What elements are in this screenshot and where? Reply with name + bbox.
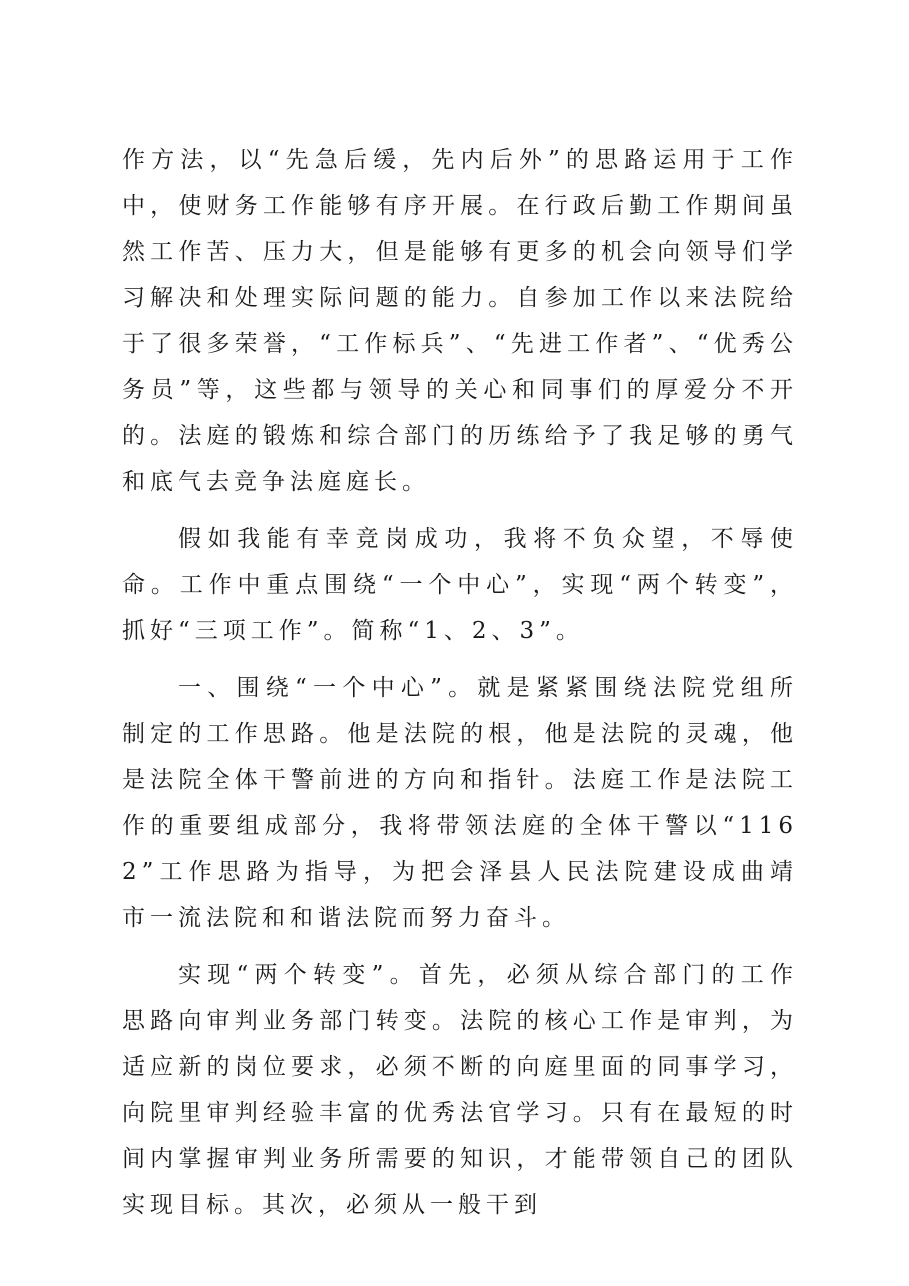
paragraph-4: 实现“两个转变”。首先，必须从综合部门的工作思路向审判业务部门转变。法院的核心工作是审判，为适应新的岗位要求，必须不断的向庭里面的同事学习，向院里审判经验丰富的优秀法官学习。只有在最短的时间内掌握审判业务所需要的知识，才能带领自己的团队实现目标。其次，必须从一般干到 (122, 962, 798, 1218)
paragraph-1: 作方法，以“先急后缓，先内后外”的思路运用于工作中，使财务工作能够有序开展。在行政后勤工作期间虽然工作苦、压力大，但是能够有更多的机会向领导们学习解决和处理实际问题的能力。自参加工作以来法院给于了很多荣誉，“工作标兵”、“先进工作者”、“优秀公务员”等，这些都与领导的关心和同事们的厚爱分不开的。法庭的锻炼和综合部门的历练给予了我足够的勇气和底气去竞争法庭庭长。 (122, 147, 798, 495)
paragraph-2: 假如我能有幸竞岗成功，我将不负众望，不辱使命。工作中重点围绕“一个中心”，实现“两个转变”，抓好“三项工作”。简称“1、2、3”。 (122, 526, 798, 644)
document-body (122, 137, 798, 1228)
paragraph-3: 一、围绕“一个中心”。就是紧紧围绕法院党组所制定的工作思路。他是法院的根，他是法院的灵魂，他是法院全体干警前进的方向和指针。法庭工作是法院工作的重要组成部分，我将带领法庭的全体干警以“1162”工作思路为指导，为把会泽县人民法院建设成曲靖市一流法院和和谐法院而努力奋斗。 (122, 675, 798, 931)
